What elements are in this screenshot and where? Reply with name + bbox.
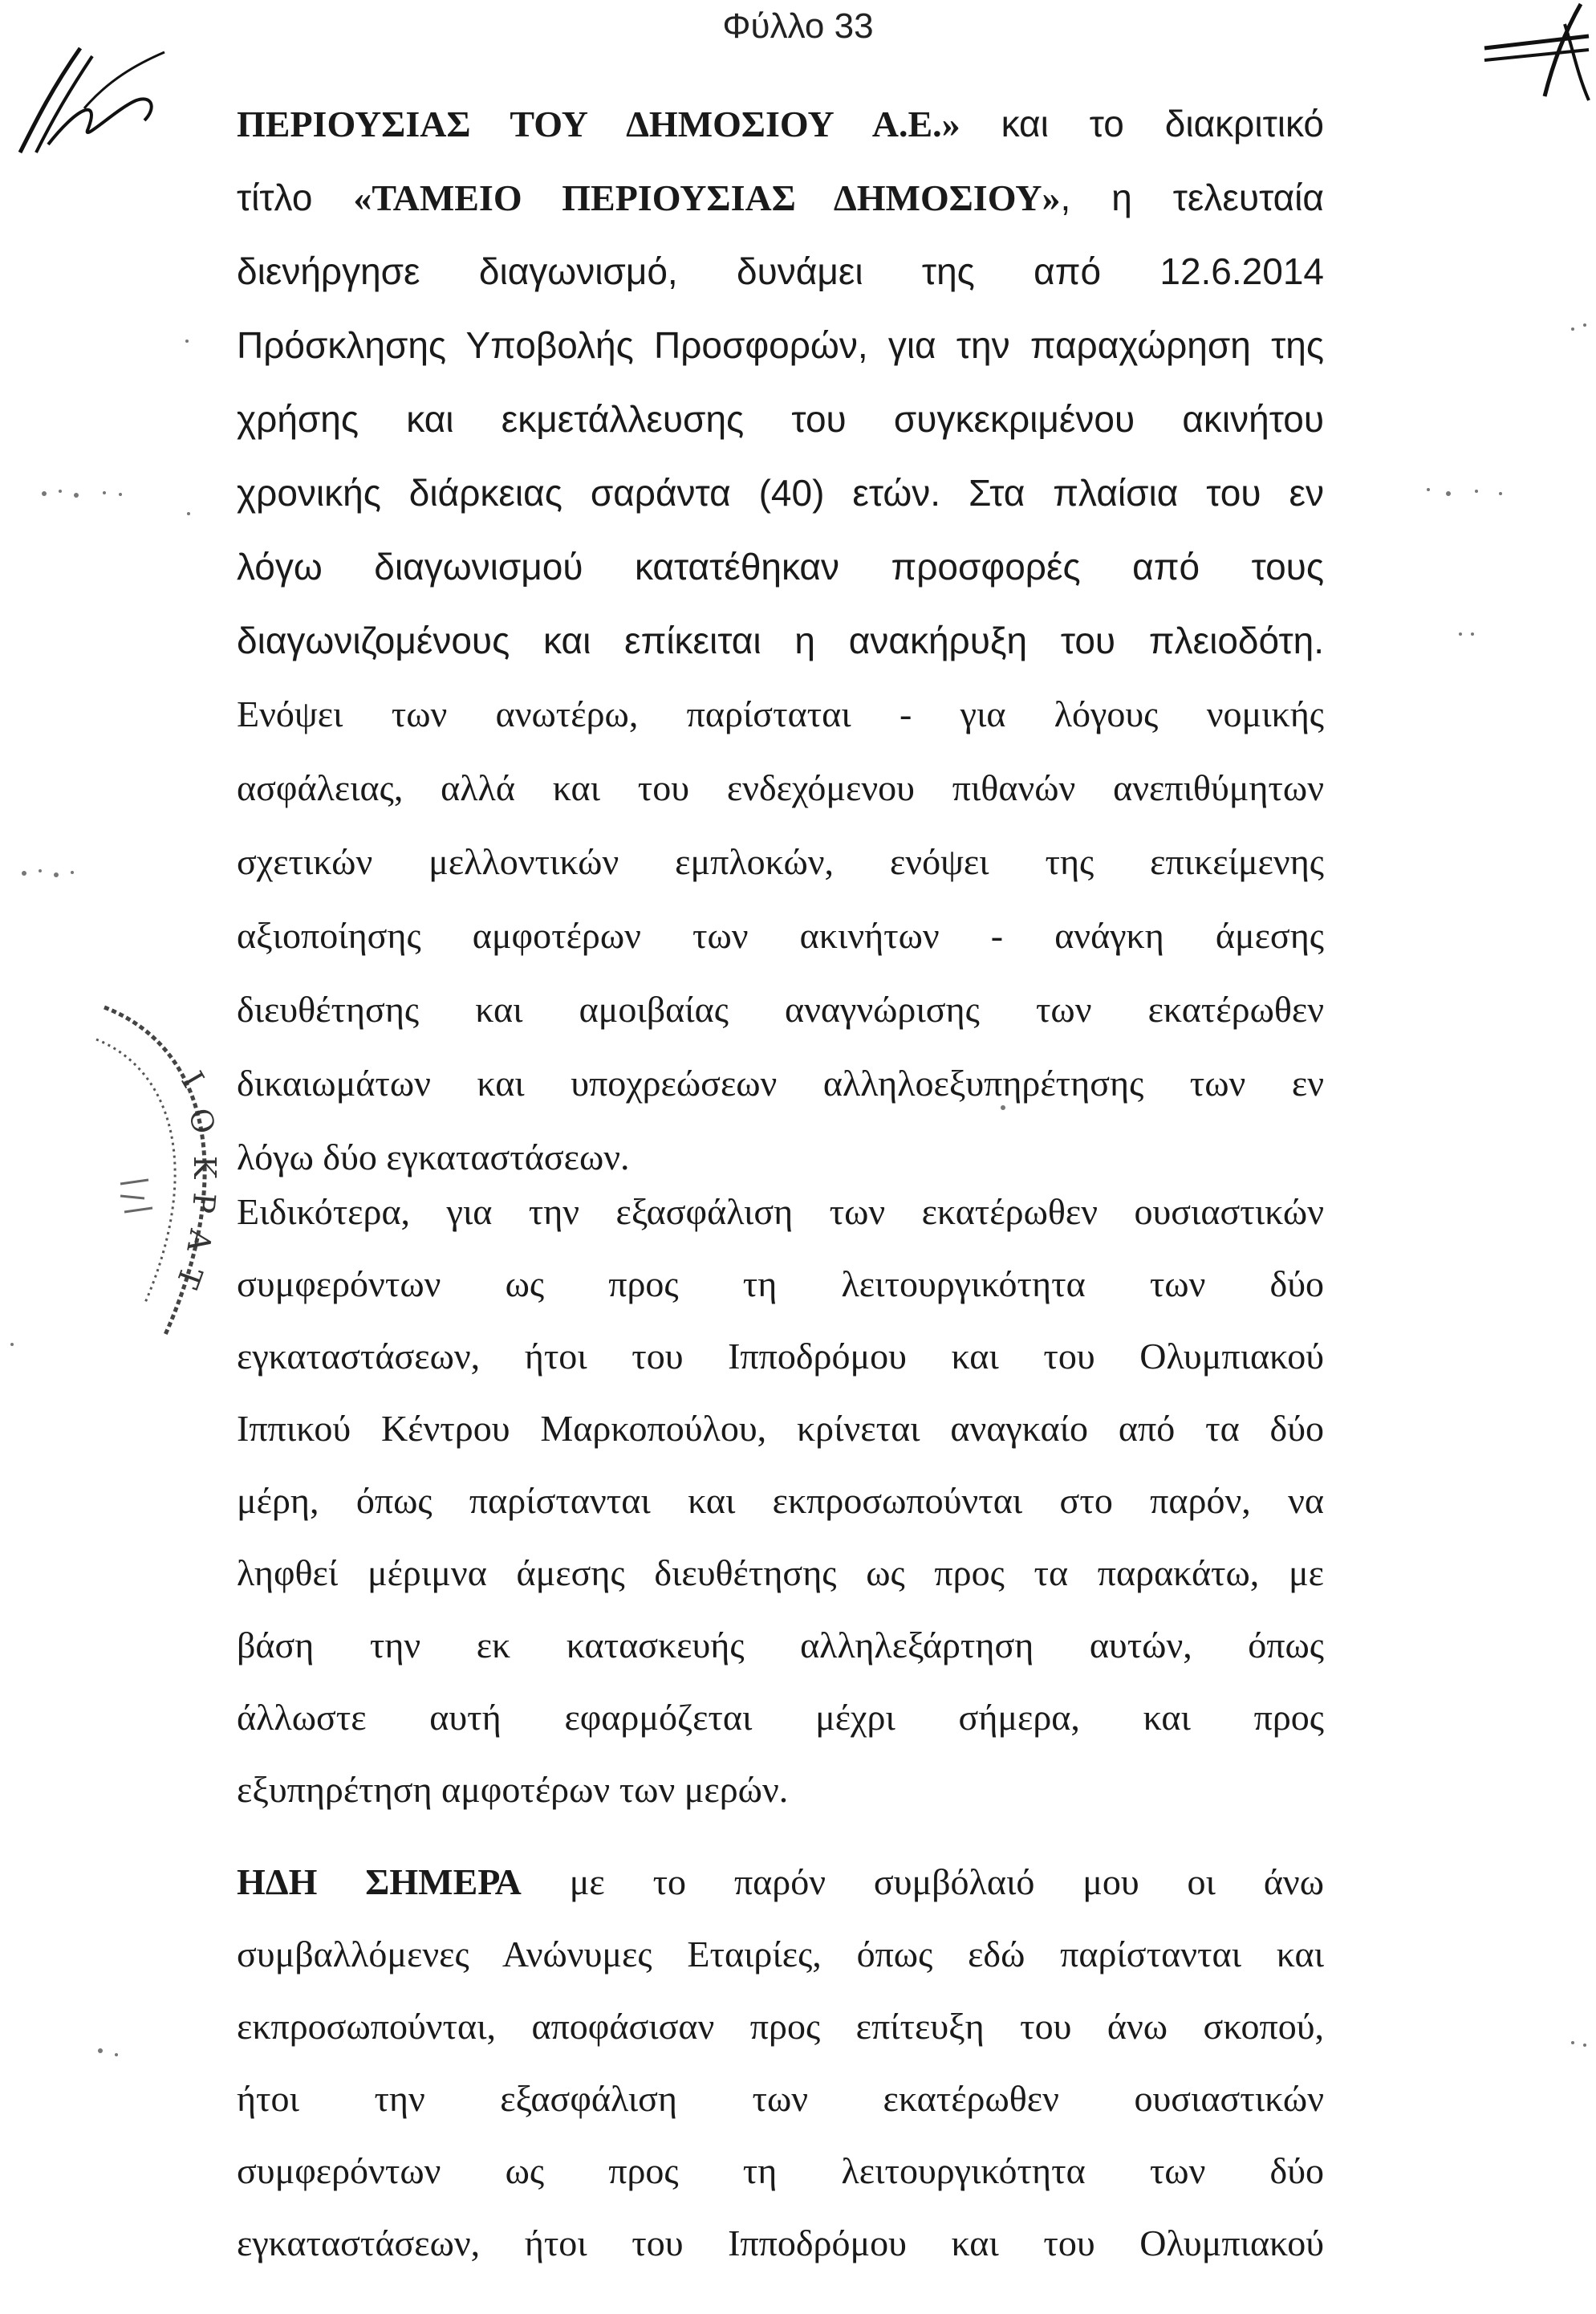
text-line: λόγω διαγωνισμού κατατέθηκαν προσφορές από τους: [237, 546, 1324, 588]
text-line: συμβαλλόμενες Ανώνυμες Εταιρίες, όπως εδώ παρίστανται και: [237, 1934, 1324, 1974]
text-line: Ειδικότερα, για την εξασφάλιση των εκατέρωθεν ουσιαστικών: [237, 1191, 1324, 1232]
text-line: αξιοποίησης αμφοτέρων των ακινήτων - ανάγκη άμεσης: [237, 915, 1324, 956]
text-line: ΗΔΗ ΣΗΜΕΡΑ με το παρόν συμβόλαιό μου οι άνω: [237, 1861, 1324, 1902]
svg-text:Ι: Ι: [174, 1065, 211, 1094]
text-line: δικαιωμάτων και υποχρεώσεων αλληλοεξυπηρέτησης των εν: [237, 1063, 1324, 1104]
text-line: λόγω δύο εγκαταστάσεων.: [237, 1137, 630, 1177]
text-line: διενήργησε διαγωνισμό, δυνάμει της από 12.6.2014: [237, 250, 1324, 292]
text-line: μέρη, όπως παρίστανται και εκπροσωπούνται στο παρόν, να: [237, 1480, 1324, 1521]
svg-text:Ρ: Ρ: [185, 1191, 222, 1215]
text-line: Ενόψει των ανωτέρω, παρίσταται - για λόγους νομικής: [237, 693, 1324, 734]
text-line: διευθέτησης και αμοιβαίας αναγνώρισης των εκατέρωθεν: [237, 989, 1324, 1030]
text-line: χρονικής διάρκειας σαράντα (40) ετών. Στα πλαίσια του εν: [237, 472, 1324, 514]
text-line: συμφερόντων ως προς τη λειτουργικότητα των δύο: [237, 2150, 1324, 2191]
svg-text:Ο: Ο: [181, 1104, 222, 1138]
text-line: διαγωνιζομένους και επίκειται η ανακήρυξη του πλειοδότη.: [237, 620, 1324, 661]
text-line: εκπροσωπούνται, αποφάσισαν προς επίτευξη του άνω σκοπού,: [237, 2006, 1324, 2047]
svg-text:Κ: Κ: [187, 1156, 222, 1179]
svg-text:Τ: Τ: [169, 1261, 209, 1293]
paragraph-3: [237, 1846, 1324, 2279]
text-line: Ιππικού Κέντρου Μαρκοπούλου, κρίνεται αναγκαίο από τα δύο: [237, 1408, 1324, 1449]
text-line: ασφάλειας, αλλά και του ενδεχόμενου πιθανών ανεπιθύμητων: [237, 767, 1324, 808]
text-line: ΠΕΡΙΟΥΣΙΑΣ ΤΟΥ ΔΗΜΟΣΙΟΥ Α.Ε.» και το διακριτικό: [237, 103, 1324, 144]
text-line: εγκαταστάσεων, ήτοι του Ιπποδρόμου και του Ολυμπιακού: [237, 1336, 1324, 1377]
text-line: ληφθεί μέριμνα άμεσης διευθέτησης ως προς τα παρακάτω, με: [237, 1552, 1324, 1593]
text-line: βάση την εκ κατασκευής αλληλεξάρτηση αυτών, όπως: [237, 1625, 1324, 1665]
text-line: τίτλο «ΤΑΜΕΙΟ ΠΕΡΙΟΥΣΙΑΣ ΔΗΜΟΣΙΟΥ», η τελευταία: [237, 177, 1325, 218]
text-line: εξυπηρέτηση αμφοτέρων των μερών.: [237, 1769, 789, 1810]
text-line: σχετικών μελλοντικών εμπλοκών, ενόψει της επικείμενης: [237, 841, 1324, 882]
paragraph-lead: ΗΔΗ ΣΗΜΕΡΑ: [237, 1861, 522, 1902]
text-line: χρήσης και εκμετάλλευσης του συγκεκριμένου ακινήτου: [237, 398, 1324, 440]
text-line: ήτοι την εξασφάλιση των εκατέρωθεν ουσιαστικών: [237, 2078, 1324, 2119]
text-line: εγκαταστάσεων, ήτοι του Ιπποδρόμου και του Ολυμπιακού: [237, 2222, 1324, 2263]
paragraph-2: [237, 1176, 1324, 1826]
sheet-number: Φύλλο 33: [722, 6, 874, 46]
paragraph-1: [237, 87, 1324, 1194]
text-line: συμφερόντων ως προς τη λειτουργικότητα των δύο: [237, 1263, 1324, 1304]
svg-text:Α: Α: [180, 1226, 219, 1255]
text-line: Πρόσκλησης Υποβολής Προσφορών, για την παραχώρηση της: [237, 324, 1324, 366]
text-line: άλλωστε αυτή εφαρμόζεται μέχρι σήμερα, και προς: [237, 1697, 1324, 1738]
